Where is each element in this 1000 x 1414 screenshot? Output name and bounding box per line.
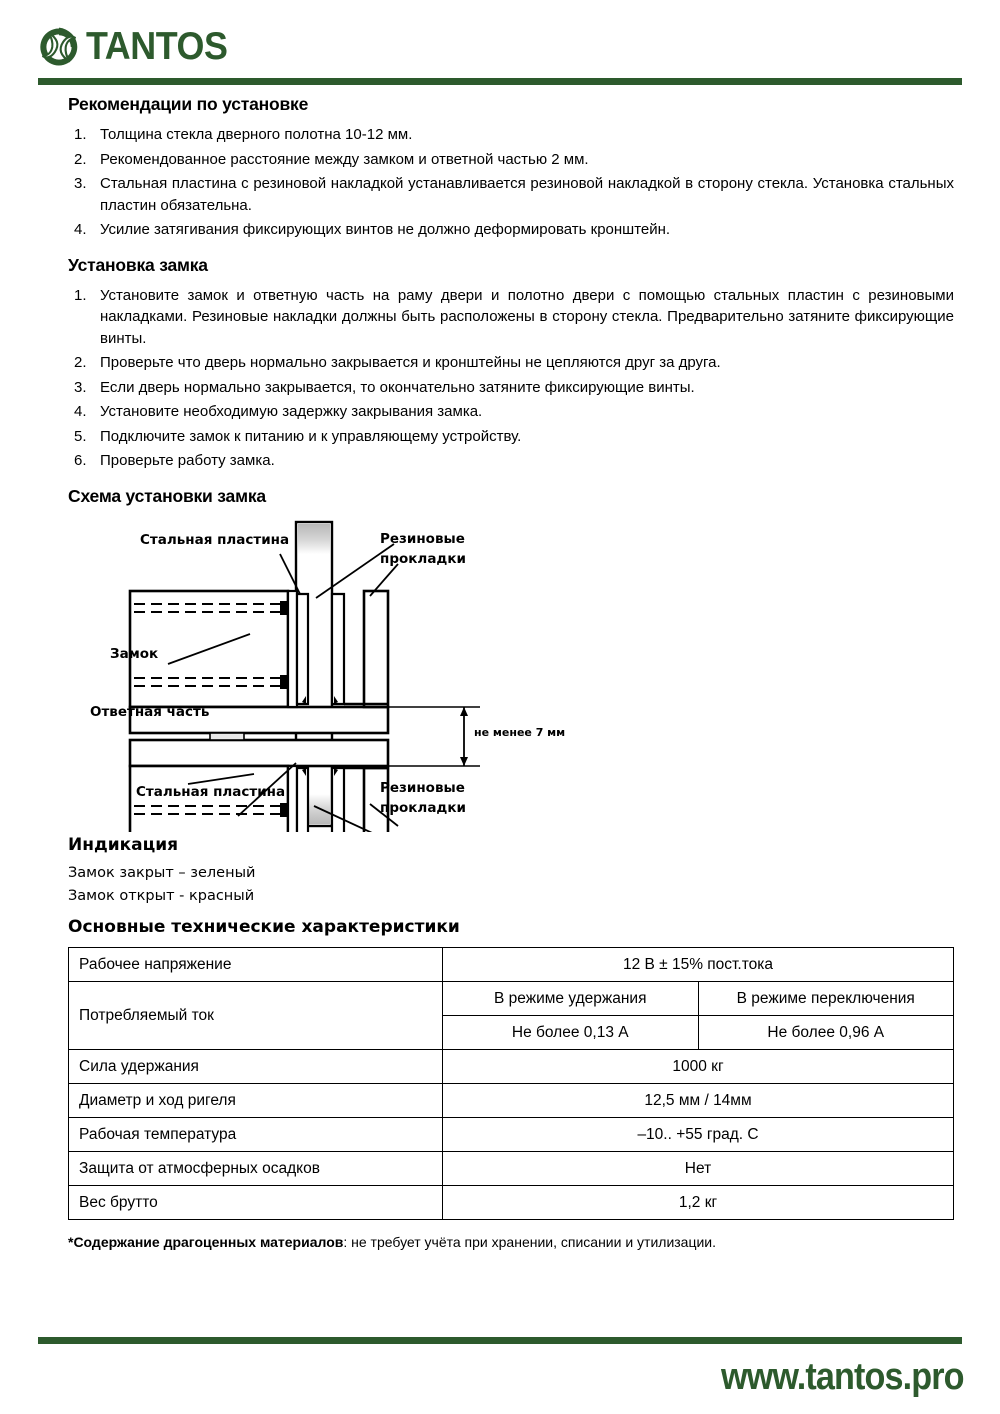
footer-website-url[interactable]: www.tantos.pro: [721, 1356, 964, 1398]
steel-plate-upper-left: [288, 591, 297, 707]
label-rubber-top-line1: Резиновые: [380, 530, 465, 547]
spec-temp-label: Рабочая температура: [69, 1117, 443, 1151]
specs-title: Основные технические характеристики: [68, 916, 460, 937]
scheme-title: Схема установки замка: [68, 485, 266, 506]
spec-weight-label: Вес брутто: [69, 1185, 443, 1219]
spec-current-label: Потребляемый ток: [69, 981, 443, 1049]
spec-current-mode-hold: В режиме удержания: [443, 981, 699, 1015]
table-row: [69, 981, 954, 1015]
label-lock: Замок: [110, 645, 159, 662]
page-header: [38, 24, 962, 86]
list-item: Установите замок и ответную часть на раму двери и полотно двери с помощью стальных пластин с резиновыми накладками. Резиновые накладки должны быть расположены в сторону стекла. Предварительно затяните фиксирующие винты.: [100, 286, 954, 347]
label-rubber-bottom-line2: прокладки: [380, 799, 466, 816]
header-divider: [38, 78, 962, 85]
label-steel-plate-top: Стальная пластина: [140, 531, 290, 548]
list-item: Проверьте работу замка.: [100, 452, 275, 469]
footer-divider: [38, 1337, 962, 1344]
rubber-gasket-upper-left: [297, 594, 308, 704]
list-item: Рекомендованное расстояние между замком и ответной частью 2 мм.: [100, 150, 589, 168]
list-item: Проверьте что дверь нормально закрывается и кронштейны не цепляются друг за друга.: [100, 354, 721, 371]
brand-logo: [38, 24, 962, 70]
list-item: Толщина стекла дверного полотна 10-12 мм.: [100, 126, 413, 143]
spec-weather-label: Защита от атмосферных осадков: [69, 1151, 443, 1185]
spec-force-label: Сила удержания: [69, 1049, 443, 1083]
counterpart-body-lower: [130, 733, 388, 832]
indication-closed: Замок закрыт – зеленый: [68, 864, 256, 881]
table-row: [69, 1117, 954, 1151]
spec-temp-value: –10.. +55 град. С: [443, 1117, 954, 1151]
spec-current-value-hold: Не более 0,13 А: [443, 1015, 699, 1049]
spec-current-value-switch: Не более 0,96 А: [698, 1015, 954, 1049]
label-rubber-bottom-line1: Резиновые: [380, 779, 465, 796]
table-row: [69, 1185, 954, 1219]
brand-name: TANTOS: [86, 25, 228, 68]
specifications-table: [68, 947, 954, 1220]
recommendations-list: [68, 124, 954, 241]
table-row: [69, 947, 954, 981]
list-item: Подключите замок к питанию и к управляющему устройству.: [100, 427, 522, 445]
lock-install-title: Установка замка: [68, 254, 208, 275]
precious-materials-footnote: [68, 1233, 954, 1252]
label-gap-distance: не менее 7 мм: [474, 725, 566, 739]
spec-bolt-value: 12,5 мм / 14мм: [443, 1083, 954, 1117]
steel-plate-lower-left: [288, 766, 297, 832]
table-row: [69, 1049, 954, 1083]
list-item: Усилие затягивания фиксирующих винтов не должно деформировать кронштейн.: [100, 221, 671, 238]
spec-current-mode-switch: В режиме переключения: [698, 981, 954, 1015]
label-counterpart: Ответная часть: [90, 703, 210, 720]
rubber-gasket-upper-right: [332, 591, 388, 707]
indication-title: Индикация: [68, 834, 179, 855]
footnote-bold-part: *Содержание драгоценных материалов: [68, 1233, 344, 1250]
list-item: Если дверь нормально закрывается, то окончательно затяните фиксирующие винты.: [100, 378, 695, 396]
table-row: [69, 1151, 954, 1185]
indication-open: Замок открыт - красный: [68, 887, 255, 904]
spec-weight-value: 1,2 кг: [443, 1185, 954, 1219]
list-item: Установите необходимую задержку закрывания замка.: [100, 403, 483, 420]
spec-weather-value: Нет: [443, 1151, 954, 1185]
indication-lines: [68, 862, 954, 908]
lock-install-list: [68, 285, 954, 472]
tantos-swirl-logo-icon: [38, 26, 80, 68]
lock-installation-diagram: [68, 516, 954, 834]
footnote-rest-part: : не требует учёта при хранении, списании и утилизации.: [343, 1233, 717, 1250]
recommendations-title: Рекомендации по установке: [68, 94, 309, 114]
spec-voltage-label: Рабочее напряжение: [69, 947, 443, 981]
spec-bolt-label: Диаметр и ход ригеля: [69, 1083, 443, 1117]
spec-voltage-value: 12 В ± 15% пост.тока: [443, 947, 954, 981]
document-body: [68, 94, 954, 1252]
list-item: Стальная пластина с резиновой накладкой устанавливается резиновой накладкой в сторону стекла. Установка стальных пластин обязательна.: [100, 175, 954, 214]
rubber-gasket-lower-left: [297, 768, 308, 832]
label-steel-plate-bottom: Стальная пластина: [136, 783, 286, 800]
gap-dimension: [388, 707, 480, 766]
table-row: [69, 1083, 954, 1117]
label-rubber-top-line2: прокладки: [380, 550, 466, 567]
spec-force-value: 1000 кг: [443, 1049, 954, 1083]
